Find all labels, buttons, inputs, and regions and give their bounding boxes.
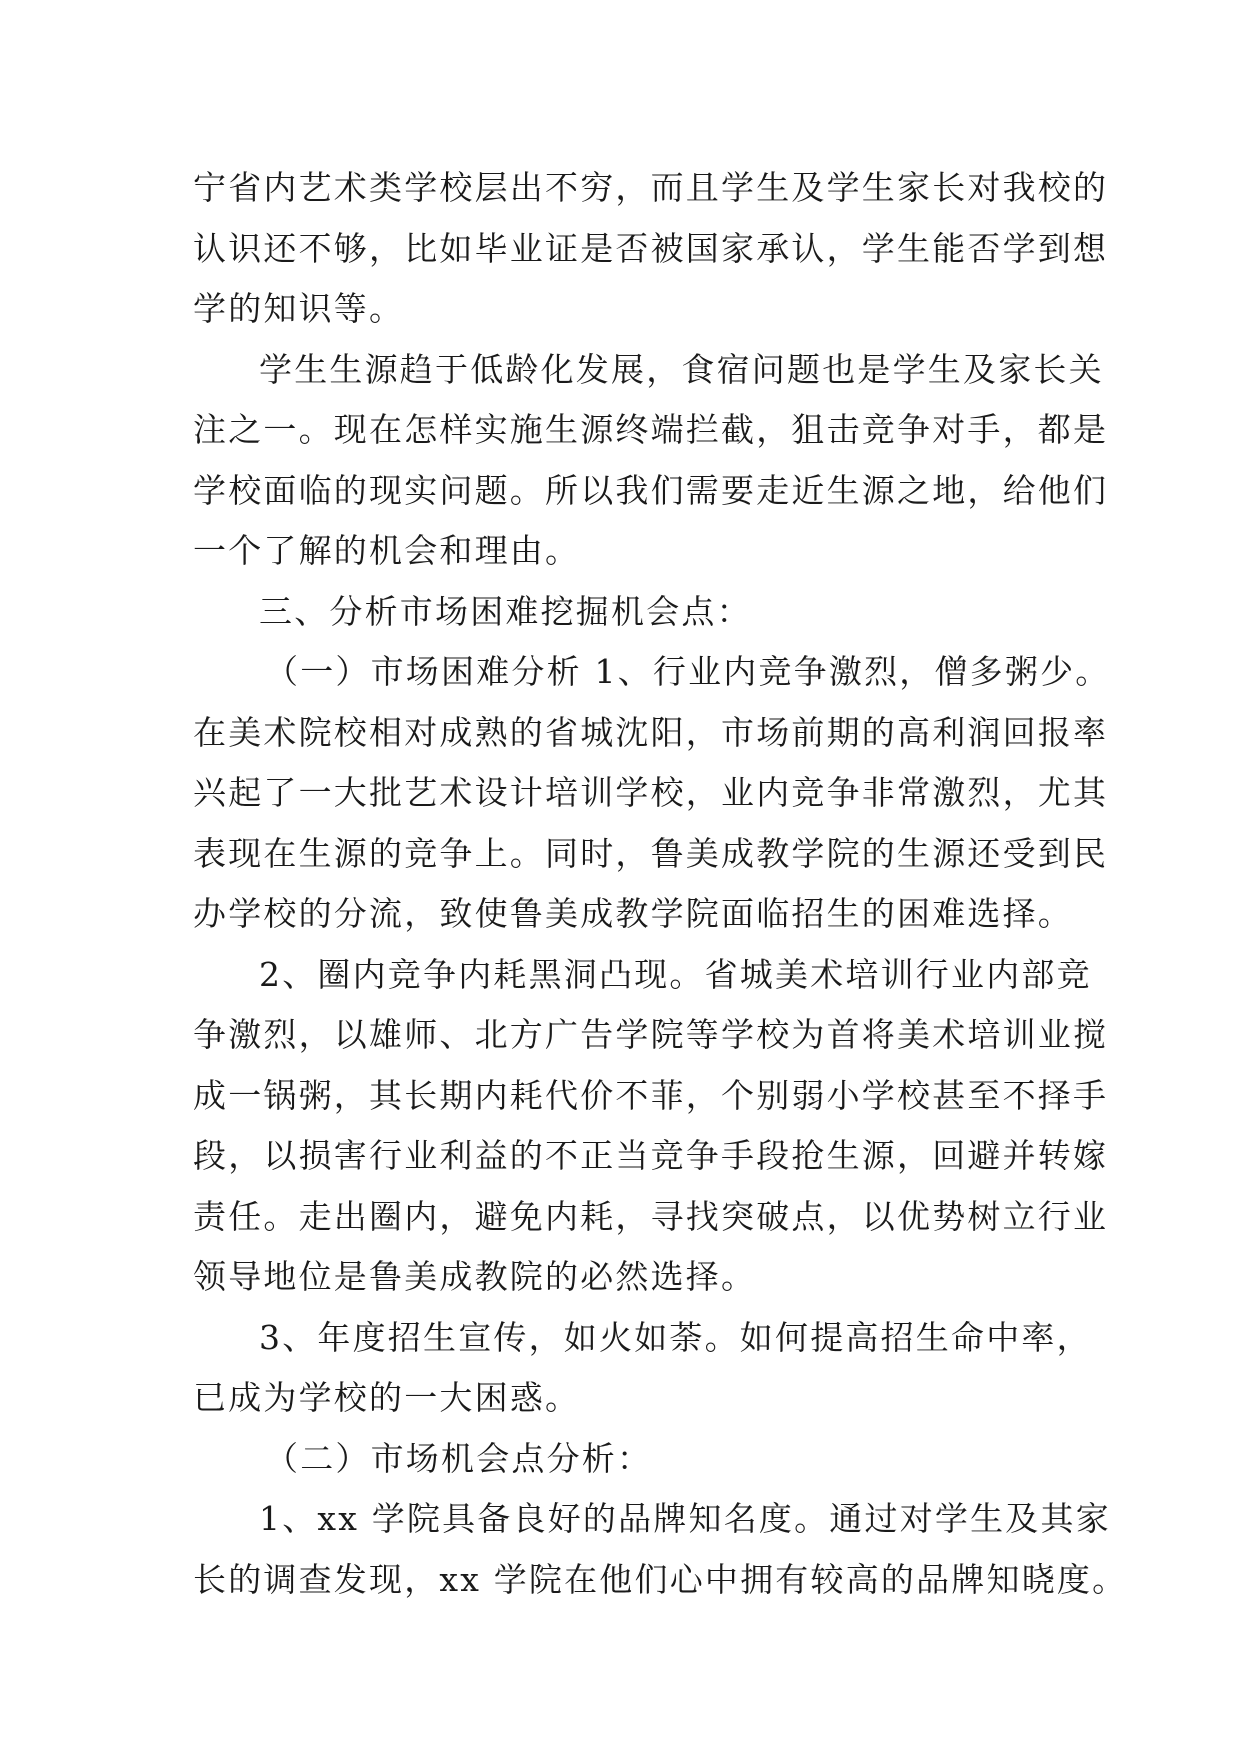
- section-heading: 三、分析市场困难挖掘机会点：: [259, 591, 752, 631]
- text-line: 一个了解的机会和理由。: [193, 531, 581, 570]
- text-line: 宁省内艺术类学校层出不穷，而且学生及学生家长对我校的: [193, 168, 1109, 207]
- document-page: [193, 158, 1128, 1610]
- text-line: 学校面临的现实问题。所以我们需要走近生源之地，给他们: [193, 470, 1109, 510]
- text-line: 学的知识等。: [193, 289, 405, 328]
- paragraph-start-line: 学生生源趋于低龄化发展，食宿问题也是学生及家长关: [259, 349, 1104, 389]
- paragraph-start-line: 2、圈内竞争内耗黑洞凸现。省城美术培训行业内部竞: [259, 954, 1092, 994]
- text-line: 兴起了一大批艺术设计培训学校，业内竞争非常激烈，尤其: [193, 773, 1109, 812]
- text-line: 认识还不够，比如毕业证是否被国家承认，学生能否学到想: [193, 228, 1109, 268]
- text-line: 长的调查发现，xx 学院在他们心中拥有较高的品牌知晓度。: [193, 1559, 1128, 1599]
- text-line: 表现在生源的竞争上。同时，鲁美成教学院的生源还受到民: [193, 833, 1109, 873]
- subsection-heading: （一）市场困难分析 1、行业内竞争激烈，僧多粥少。: [265, 652, 1111, 691]
- text-line: 争激烈，以雄师、北方广告学院等学校为首将美术培训业搅: [193, 1015, 1109, 1054]
- text-line: 在美术院校相对成熟的省城沈阳，市场前期的高利润回报率: [193, 712, 1109, 752]
- text-line: 办学校的分流，致使鲁美成教学院面临招生的困难选择。: [193, 894, 1073, 933]
- text-line: 责任。走出圈内，避免内耗，寻找突破点，以优势树立行业: [193, 1196, 1109, 1236]
- text-line: 段，以损害行业利益的不正当竞争手段抢生源，回避并转嫁: [193, 1136, 1109, 1175]
- subsection-heading: （二）市场机会点分析：: [265, 1438, 653, 1478]
- text-line: 领导地位是鲁美成教院的必然选择。: [193, 1257, 757, 1296]
- paragraph-start-line: 1、xx 学院具备良好的品牌知名度。通过对学生及其家: [259, 1499, 1111, 1538]
- paragraph-start-line: 3、年度招生宣传，如火如荼。如何提高招生命中率，: [259, 1317, 1092, 1357]
- text-line: 已成为学校的一大困惑。: [193, 1378, 581, 1417]
- text-line: 注之一。现在怎样实施生源终端拦截，狙击竞争对手，都是: [193, 410, 1109, 449]
- text-line: 成一锅粥，其长期内耗代价不菲，个别弱小学校甚至不择手: [193, 1075, 1109, 1115]
